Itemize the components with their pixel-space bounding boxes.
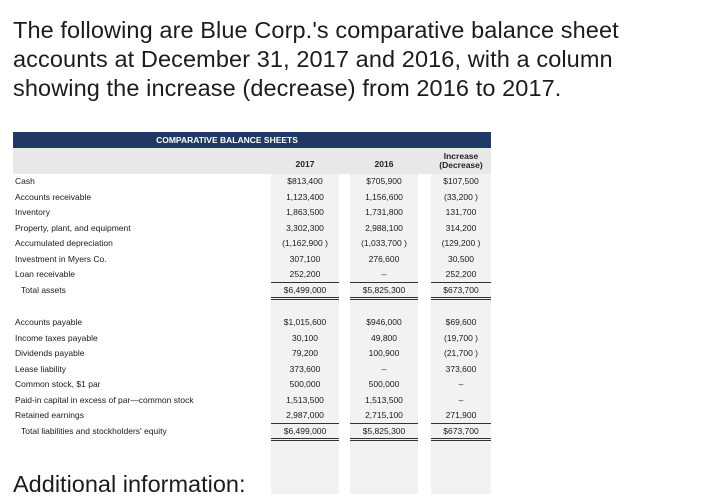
table-row: Inventory 1,863,500 1,731,800 131,700: [15, 207, 477, 217]
subtotal-rule: [431, 282, 491, 283]
total-liabilities-row: Total liabilities and stockholders' equity $6,499,000 $5,825,300 $673,700: [21, 425, 479, 436]
table-row: Common stock, $1 par 500,000 500,000 –: [15, 379, 464, 389]
table-row: Investment in Myers Co. 307,100 276,600 30,500: [15, 253, 474, 264]
subtotal-rule: [350, 282, 418, 283]
table-row: Accounts receivable 1,123,400 1,156,600 (33,200 ): [15, 191, 479, 202]
subtotal-rule: [271, 423, 339, 424]
subtotal-rule: [271, 282, 339, 283]
table-body: [13, 174, 491, 439]
table-row: Retained earnings 2,987,000 2,715,100 271,900: [15, 410, 477, 420]
intro-paragraph: The following are Blue Corp.'s comparative balance sheet accounts at December 31, 2017 and 2016, with a column showing the increase (decrease) from 2016 to 2017.: [13, 17, 619, 101]
table-row: Dividends payable 79,200 100,900 (21,700 ): [15, 348, 479, 358]
column-header-row: [13, 148, 491, 174]
table-row: Accumulated depreciation (1,162,900 ) (1,033,700 ) (129,200 ): [15, 238, 481, 248]
additional-information-heading: Additional information:: [13, 471, 246, 497]
comparative-balance-sheet: [13, 132, 491, 439]
total-rule: [350, 438, 418, 441]
subtotal-rule: [431, 423, 491, 424]
table-row: Income taxes payable 30,100 49,800 (19,700 ): [15, 332, 479, 343]
table-row: Lease liability 373,600 – 373,600: [15, 363, 477, 374]
total-rule: [271, 297, 339, 300]
table-row: Paid-in capital in excess of par—common stock 1,513,500 1,513,500 –: [15, 394, 464, 405]
table-title: COMPARATIVE BALANCE SHEETS: [13, 132, 491, 148]
total-rule: [431, 297, 491, 300]
table-row: Cash $813,400 $705,900 $107,500: [15, 176, 479, 186]
column-header-change-line1: Increase: [443, 151, 479, 161]
total-rule: [350, 297, 418, 300]
total-rule: [271, 438, 339, 441]
column-header-change: [431, 152, 491, 170]
table-row: Loan receivable 252,200 – 252,200: [15, 269, 477, 279]
table-row: Property, plant, and equipment 3,302,300 2,988,100 314,200: [15, 222, 477, 233]
table-row: Accounts payable $1,015,600 $946,000 $69,600: [15, 317, 477, 327]
total-rule: [431, 438, 491, 441]
column-header-change-line2: (Decrease): [439, 160, 483, 170]
column-header-2016: 2016: [374, 159, 394, 169]
column-header-2017: 2017: [295, 159, 315, 169]
subtotal-rule: [350, 423, 418, 424]
total-assets-row: Total assets $6,499,000 $5,825,300 $673,700: [21, 284, 479, 295]
